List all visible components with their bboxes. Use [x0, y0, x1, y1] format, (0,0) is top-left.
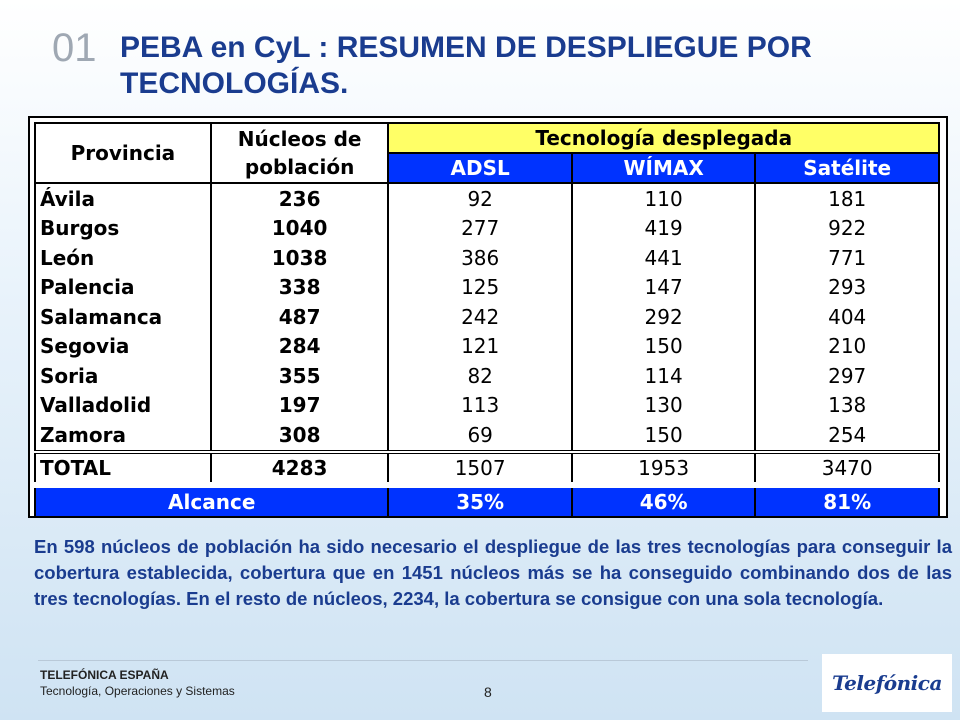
table-row [35, 273, 939, 303]
satelite-value: 254 [755, 420, 939, 452]
satelite-value: 138 [755, 391, 939, 421]
nucleos-value: 197 [211, 391, 389, 421]
satelite-value: 210 [755, 332, 939, 362]
adsl-value: 69 [388, 420, 571, 452]
province-name: Zamora [35, 420, 211, 452]
adsl-value: 125 [388, 273, 571, 303]
nucleos-value: 355 [211, 361, 389, 391]
footer-divider [38, 660, 808, 661]
header-satelite: Satélite [755, 153, 939, 183]
province-name: Palencia [35, 273, 211, 303]
province-name: Salamanca [35, 302, 211, 332]
deployment-table-frame [28, 116, 948, 518]
wimax-value: 419 [572, 214, 756, 244]
table-row [35, 361, 939, 391]
wimax-value: 110 [572, 183, 756, 214]
total-wimax: 1953 [572, 452, 756, 485]
wimax-value: 150 [572, 420, 756, 452]
alcance-satelite: 81% [755, 485, 939, 517]
table-row [35, 420, 939, 452]
adsl-value: 82 [388, 361, 571, 391]
alcance-row [35, 485, 939, 517]
telefonica-logo [822, 654, 952, 712]
adsl-value: 92 [388, 183, 571, 214]
nucleos-value: 1040 [211, 214, 389, 244]
footer-department: Tecnología, Operaciones y Sistemas [40, 684, 235, 698]
wimax-value: 441 [572, 243, 756, 273]
province-name: Ávila [35, 183, 211, 214]
header-tecnologia: Tecnología desplegada [388, 123, 939, 153]
page-title: PEBA en CyL : RESUMEN DE DESPLIEGUE POR TECNOLOGÍAS. [120, 31, 812, 100]
nucleos-value: 487 [211, 302, 389, 332]
total-adsl: 1507 [388, 452, 571, 485]
header-nucleos-line1: Núcleos de [237, 127, 362, 151]
province-name: Burgos [35, 214, 211, 244]
header-provincia: Provincia [35, 123, 211, 183]
alcance-wimax: 46% [572, 485, 756, 517]
wimax-value: 150 [572, 332, 756, 362]
province-name: Soria [35, 361, 211, 391]
table-row [35, 332, 939, 362]
header-wimax: WÍMAX [572, 153, 756, 183]
adsl-value: 242 [388, 302, 571, 332]
total-row [35, 452, 939, 485]
nucleos-value: 284 [211, 332, 389, 362]
adsl-value: 386 [388, 243, 571, 273]
logo-text: Telefónica [832, 671, 942, 695]
total-label: TOTAL [35, 452, 211, 485]
nucleos-value: 338 [211, 273, 389, 303]
table-row [35, 183, 939, 214]
total-satelite: 3470 [755, 452, 939, 485]
page-number: 8 [484, 684, 492, 700]
header-nucleos-line2: población [244, 155, 355, 179]
wimax-value: 114 [572, 361, 756, 391]
summary-paragraph: En 598 núcleos de población ha sido necesario el despliegue de las tres tecnologías para conseguir la cobertura establecida, cobertura que en 1451 núcleos más se ha conseguido combinando dos de las tres tecnologías. En el resto de núcleos, 2234, la cobertura se consigue con una sola tecnología. [34, 536, 952, 609]
table-row [35, 391, 939, 421]
table-row [35, 243, 939, 273]
adsl-value: 121 [388, 332, 571, 362]
deployment-table [34, 122, 940, 518]
wimax-value: 130 [572, 391, 756, 421]
nucleos-value: 1038 [211, 243, 389, 273]
footer-company: TELEFÓNICA ESPAÑA [40, 668, 169, 682]
alcance-label: Alcance [35, 485, 388, 517]
wimax-value: 292 [572, 302, 756, 332]
satelite-value: 181 [755, 183, 939, 214]
wimax-value: 147 [572, 273, 756, 303]
header-nucleos [211, 123, 389, 183]
table-row [35, 302, 939, 332]
adsl-value: 277 [388, 214, 571, 244]
province-name: Segovia [35, 332, 211, 362]
satelite-value: 404 [755, 302, 939, 332]
table-row [35, 214, 939, 244]
satelite-value: 293 [755, 273, 939, 303]
province-name: León [35, 243, 211, 273]
alcance-adsl: 35% [388, 485, 571, 517]
province-name: Valladolid [35, 391, 211, 421]
satelite-value: 922 [755, 214, 939, 244]
satelite-value: 771 [755, 243, 939, 273]
adsl-value: 113 [388, 391, 571, 421]
slide-number: 01 [52, 26, 97, 70]
total-nucleos: 4283 [211, 452, 389, 485]
nucleos-value: 308 [211, 420, 389, 452]
header-adsl: ADSL [388, 153, 571, 183]
nucleos-value: 236 [211, 183, 389, 214]
satelite-value: 297 [755, 361, 939, 391]
